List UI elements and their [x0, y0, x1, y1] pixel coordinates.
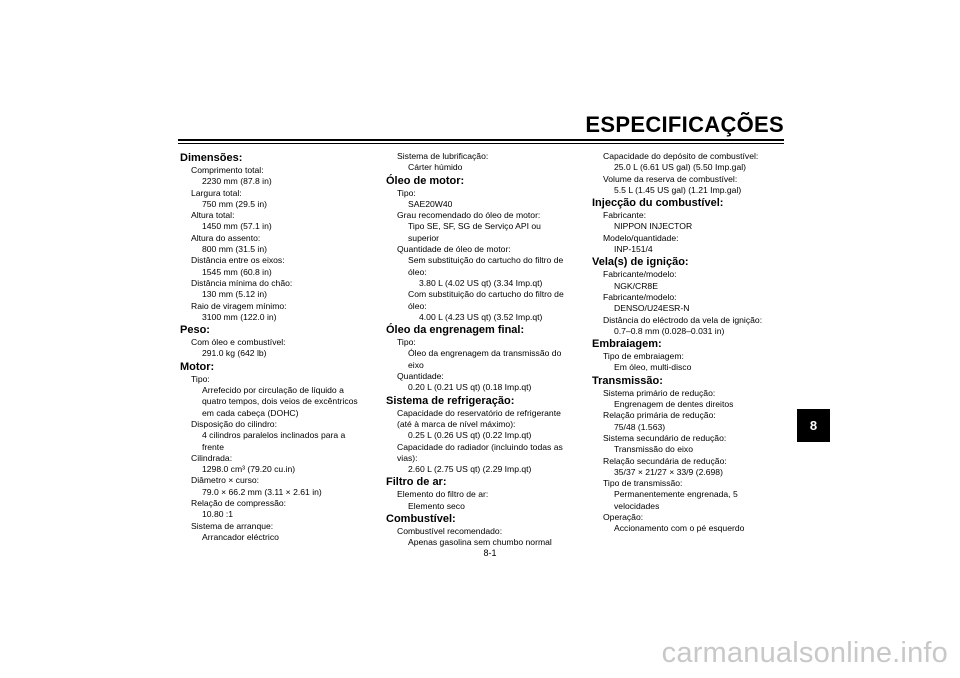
spec-column-2	[386, 151, 582, 549]
spec-label: Tipo:	[397, 337, 416, 348]
spec-value: frente	[202, 441, 224, 452]
page-number: 8-1	[483, 548, 497, 558]
spec-value: 0.25 L (0.26 US qt) (0.22 Imp.qt)	[408, 430, 532, 441]
chapter-tab[interactable]: 8	[797, 409, 830, 442]
spec-label: Altura total:	[191, 210, 235, 221]
spec-value: NIPPON INJECTOR	[614, 221, 693, 232]
spec-label: Sistema de lubrificação:	[397, 151, 489, 161]
spec-label: Fabricante/modelo:	[603, 269, 677, 280]
spec-label: Capacidade do depósito de combustível:	[603, 151, 759, 161]
spec-label: Tipo:	[397, 187, 416, 198]
spec-value: 10.80 :1	[202, 509, 234, 520]
spec-label: Cilindrada:	[191, 452, 233, 463]
spec-value: Engrenagem de dentes direitos	[614, 399, 734, 410]
spec-label: Volume da reserva de combustível:	[603, 173, 738, 184]
spec-value: Transmissão do eixo	[614, 444, 693, 455]
section-heading: Peso:	[180, 324, 210, 337]
section-heading: Vela(s) de ignição:	[592, 256, 689, 269]
spec-label: Com óleo e combustível:	[191, 337, 286, 348]
title-rule-thick	[178, 139, 784, 141]
spec-value: Arrancador eléctrico	[202, 531, 279, 542]
spec-value: superior	[408, 232, 440, 243]
spec-value: Accionamento com o pé esquerdo	[614, 523, 745, 534]
section-heading: Injecção du combustível:	[592, 197, 724, 210]
spec-value: em cada cabeça (DOHC)	[202, 407, 299, 418]
spec-label: Distância do eléctrodo da vela de ignição:	[603, 314, 763, 325]
spec-label: Capacidade do reservatório de refrigerante	[397, 407, 561, 418]
spec-value: 800 mm (31.5 in)	[202, 244, 267, 255]
spec-label: Quantidade de óleo de motor:	[397, 244, 511, 255]
section-heading: Motor:	[180, 360, 215, 373]
spec-value: 4.00 L (4.23 US qt) (3.52 Imp.qt)	[419, 311, 543, 322]
title-rule-thin	[178, 143, 784, 144]
spec-value: Sem substituição do cartucho do filtro de	[408, 255, 564, 266]
spec-label: Sistema primário de redução:	[603, 387, 716, 398]
spec-label: Comprimento total:	[191, 165, 264, 175]
spec-label: Disposição do cilindro:	[191, 418, 277, 429]
spec-label: Raio de viragem mínimo:	[191, 300, 287, 311]
spec-value: Óleo da engrenagem da transmissão do	[408, 348, 562, 359]
section-heading: Transmissão:	[592, 374, 663, 387]
spec-value: Apenas gasolina sem chumbo normal	[408, 537, 552, 548]
spec-label: Tipo de embraiagem:	[603, 351, 684, 362]
spec-value: Elemento seco	[408, 500, 465, 511]
spec-value: 25.0 L (6.61 US gal) (5.50 Imp.gal)	[614, 162, 746, 173]
spec-label: Largura total:	[191, 187, 242, 198]
spec-label: Distância mínima do chão:	[191, 277, 293, 288]
section-heading: Combustível:	[386, 513, 456, 526]
spec-value: 2.60 L (2.75 US qt) (2.29 Imp.qt)	[408, 464, 532, 475]
spec-value: eixo	[408, 359, 424, 370]
spec-value: 2230 mm (87.8 in)	[202, 176, 272, 187]
spec-value: Com substituição do cartucho do filtro de	[408, 289, 564, 300]
spec-value: 0.20 L (0.21 US qt) (0.18 Imp.qt)	[408, 382, 532, 393]
spec-label: Quantidade:	[397, 371, 444, 382]
spec-value: Cárter húmido	[408, 162, 463, 173]
spec-value: 3.80 L (4.02 US qt) (3.34 Imp.qt)	[419, 277, 543, 288]
spec-label: Relação de compressão:	[191, 498, 287, 509]
spec-value: 79.0 × 66.2 mm (3.11 × 2.61 in)	[202, 486, 322, 497]
spec-label: Sistema de arranque:	[191, 520, 274, 531]
spec-value: Permanentemente engrenada, 5	[614, 489, 738, 500]
spec-value: NGK/CR8E	[614, 280, 658, 291]
spec-label: Fabricante:	[603, 210, 646, 221]
section-heading: Sistema de refrigeração:	[386, 394, 515, 407]
spec-label: Modelo/quantidade:	[603, 232, 679, 243]
spec-value: 1545 mm (60.8 in)	[202, 266, 272, 277]
spec-value: 1450 mm (57.1 in)	[202, 221, 272, 232]
spec-value: 1298.0 cm³ (79.20 cu.in)	[202, 464, 296, 475]
spec-label: Tipo:	[191, 373, 210, 384]
section-heading: Óleo da engrenagem final:	[386, 324, 525, 337]
spec-value: Em óleo, multi-disco	[614, 362, 692, 373]
spec-label: Fabricante/modelo:	[603, 291, 677, 302]
spec-label: (até à marca de nível máximo):	[397, 418, 516, 429]
spec-value: 75/48 (1.563)	[614, 421, 666, 432]
spec-value: 0.7–0.8 mm (0.028–0.031 in)	[614, 325, 725, 336]
spec-label: Operação:	[603, 512, 644, 523]
spec-value: velocidades	[614, 500, 660, 511]
section-heading: Filtro de ar:	[386, 476, 447, 489]
spec-value: Arrefecido por circulação de líquido a	[202, 385, 344, 396]
spec-column-3	[592, 151, 788, 535]
spec-value: INP-151/4	[614, 244, 653, 255]
spec-label: Combustível recomendado:	[397, 526, 503, 537]
spec-label: Sistema secundário de redução:	[603, 432, 727, 443]
spec-value: 4 cilindros paralelos inclinados para a	[202, 430, 346, 441]
spec-value: 750 mm (29.5 in)	[202, 198, 267, 209]
spec-label: Relação secundária de redução:	[603, 455, 727, 466]
spec-value: 35/37 × 21/27 × 33/9 (2.698)	[614, 466, 723, 477]
spec-value: SAE20W40	[408, 198, 453, 209]
spec-label: vias):	[397, 452, 418, 463]
spec-label: Tipo de transmissão:	[603, 478, 683, 489]
page-title: ESPECIFICAÇÕES	[585, 112, 784, 137]
spec-value: 291.0 kg (642 lb)	[202, 348, 267, 359]
spec-label: Diâmetro × curso:	[191, 475, 260, 486]
spec-label: Capacidade do radiador (incluindo todas as	[397, 441, 563, 452]
spec-value: 130 mm (5.12 in)	[202, 289, 267, 300]
spec-value: óleo:	[408, 300, 427, 311]
spec-value: 5.5 L (1.45 US gal) (1.21 Imp.gal)	[614, 184, 742, 195]
spec-label: Elemento do filtro de ar:	[397, 489, 489, 500]
spec-column-1	[180, 151, 376, 543]
section-heading: Dimensões:	[180, 152, 243, 164]
spec-value: óleo:	[408, 266, 427, 277]
spec-label: Altura do assento:	[191, 232, 261, 243]
spec-label: Distância entre os eixos:	[191, 255, 285, 266]
spec-label: Relação primária de redução:	[603, 410, 716, 421]
spec-value: 3100 mm (122.0 in)	[202, 311, 277, 322]
watermark: carmanualsonline.info	[661, 637, 948, 669]
spec-label: Grau recomendado do óleo de motor:	[397, 210, 541, 221]
section-heading: Embraiagem:	[592, 338, 662, 351]
spec-value: Tipo SE, SF, SG de Serviço API ou	[408, 221, 541, 232]
section-heading: Óleo de motor:	[386, 174, 465, 187]
spec-value: DENSO/U24ESR-N	[614, 303, 690, 314]
spec-value: quatro tempos, dois veios de excêntricos	[202, 396, 358, 407]
